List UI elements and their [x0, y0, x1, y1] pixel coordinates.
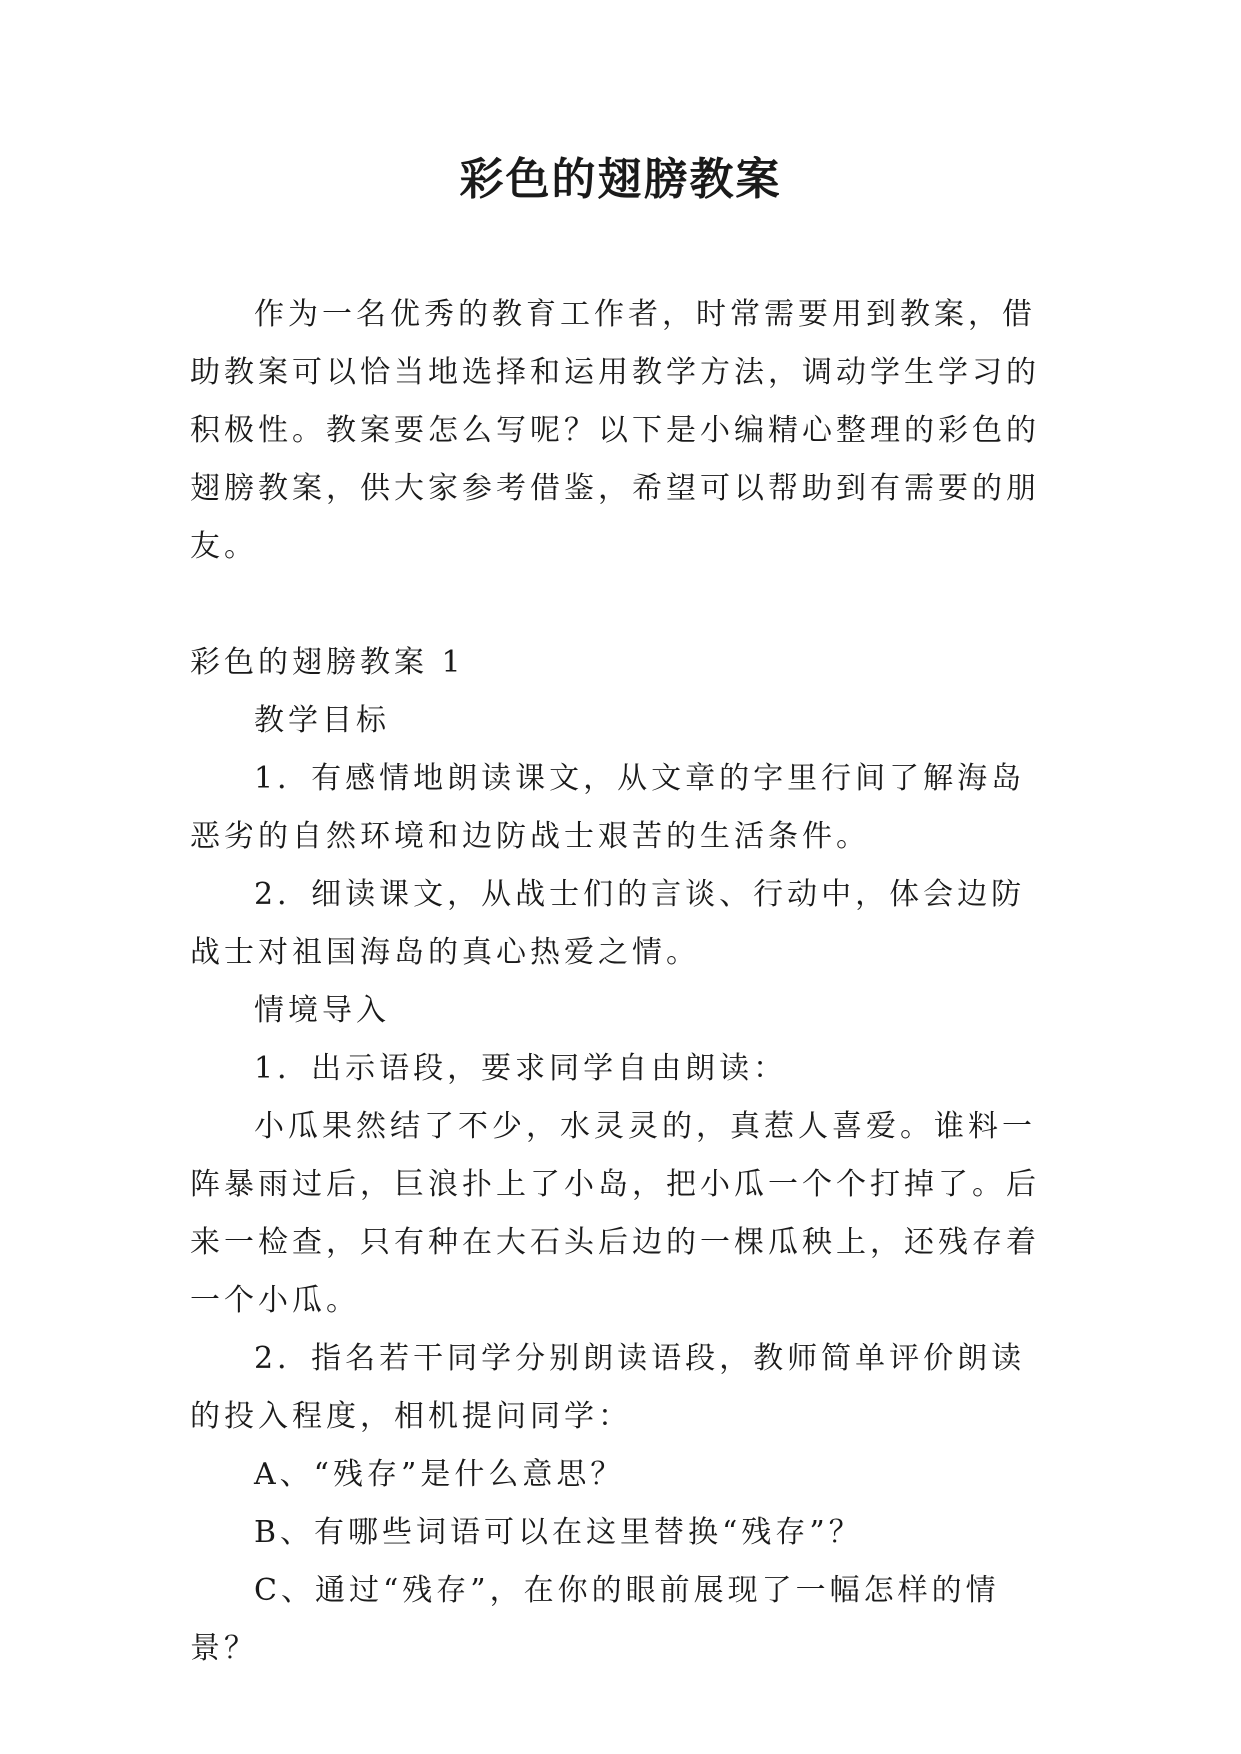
- intro-paragraph: 作为一名优秀的教育工作者，时常需要用到教案，借助教案可以恰当地选择和运用教学方法，调动学生学习的积极性。教案要怎么写呢？以下是小编精心整理的彩色的翅膀教案，供大家参考借鉴，希望可以帮助到有需要的朋友。: [190, 297, 1040, 564]
- document-title: 彩色的翅膀教案: [459, 154, 782, 205]
- passage-paragraph: 小瓜果然结了不少，水灵灵的，真惹人喜爱。谁料一阵暴雨过后，巨浪扑上了小岛，把小瓜一个个打掉了。后来一检查，只有种在大石头后边的一棵瓜秧上，还残存着一个小瓜。: [190, 1109, 1040, 1318]
- section-heading: 彩色的翅膀教案 1: [190, 645, 465, 680]
- question-b: B、有哪些词语可以在这里替换“残存”？: [254, 1515, 863, 1550]
- goals-heading: 教学目标: [254, 703, 390, 738]
- question-c: C、通过“残存”，在你的眼前展现了一幅怎样的情景？: [190, 1573, 1000, 1666]
- intro-heading: 情境导入: [254, 993, 390, 1028]
- question-a: A、“残存”是什么意思？: [254, 1457, 625, 1492]
- goal-item-1: 1．有感情地朗读课文，从文章的字里行间了解海岛恶劣的自然环境和边防战士艰苦的生活条件。: [190, 761, 1026, 854]
- document-body: [190, 286, 1056, 1678]
- step-item-1: 1．出示语段，要求同学自由朗读：: [254, 1051, 788, 1086]
- step-item-2: 2．指名若干同学分别朗读语段，教师简单评价朗读的投入程度，相机提问同学：: [190, 1341, 1026, 1434]
- goal-item-2: 2．细读课文，从战士们的言谈、行动中，体会边防战士对祖国海岛的真心热爱之情。: [190, 877, 1026, 970]
